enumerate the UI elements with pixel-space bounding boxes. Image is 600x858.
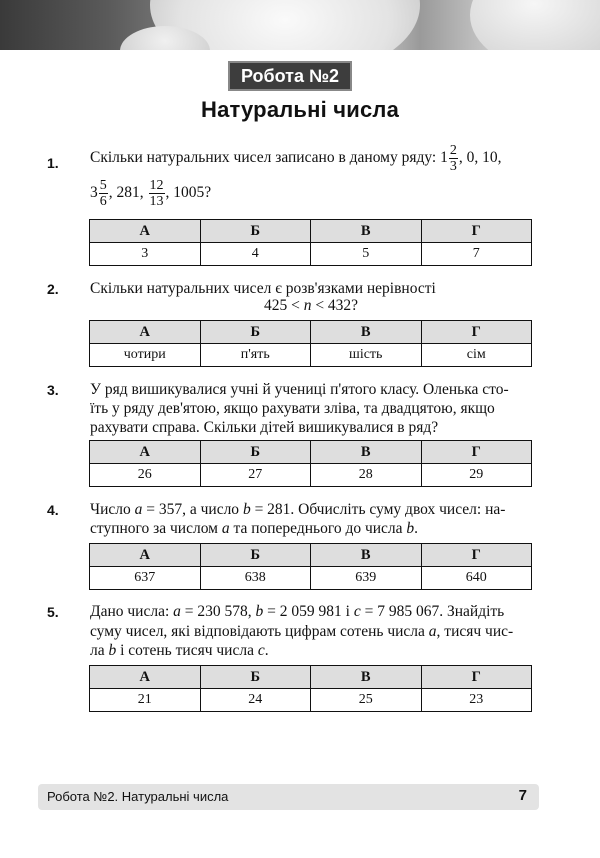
fraction	[449, 143, 458, 174]
answer-table	[89, 665, 532, 712]
answer-option-label: Б	[200, 544, 311, 567]
answer-value: 640	[421, 567, 532, 590]
answer-option-label: Г	[421, 321, 532, 344]
task-text-part: , 281,	[108, 184, 144, 202]
task-text-part: ступного за числом	[90, 520, 222, 537]
decorative-banner	[0, 0, 600, 50]
answer-value: сім	[421, 344, 532, 367]
variable-b: b	[255, 603, 264, 620]
answer-option-label: В	[311, 441, 422, 464]
fraction-denominator: 13	[149, 194, 164, 209]
fraction-numerator: 5	[99, 178, 107, 193]
task-text	[90, 500, 532, 520]
task-text: Скільки натуральних чисел є розв'язками нерівності	[90, 280, 436, 297]
task-text-part: Число	[90, 501, 135, 518]
task-text-part: = 281. Обчисліть суму двох чисел: на-	[250, 501, 506, 518]
fraction-numerator: 12	[149, 178, 164, 193]
answer-option-label: В	[311, 666, 422, 689]
variable-b: b	[406, 520, 415, 537]
task-text-part: та попереднього до числа	[229, 520, 407, 537]
answer-option-label: Г	[421, 441, 532, 464]
answer-option-label: А	[90, 544, 201, 567]
banner-disc	[470, 0, 600, 50]
task-number: 1.	[47, 155, 59, 171]
fraction-numerator: 2	[449, 143, 457, 158]
answer-value: 27	[200, 464, 311, 487]
variable-c: c	[353, 603, 361, 620]
fraction-denominator: 6	[99, 194, 107, 209]
task-text	[90, 519, 532, 539]
answer-option-label: В	[311, 321, 422, 344]
answer-option-label: А	[90, 441, 201, 464]
answer-value: 4	[200, 243, 311, 266]
answer-table	[89, 440, 532, 487]
answer-option-label: Б	[200, 220, 311, 243]
answer-value: 5	[311, 243, 422, 266]
variable-c: c	[257, 642, 265, 659]
task-number: 3.	[47, 382, 59, 398]
answer-option-label: Г	[421, 666, 532, 689]
answer-option-label: А	[90, 666, 201, 689]
task-text-part: суму чисел, які відповідають цифрам сотень числа	[90, 623, 429, 640]
answer-value: 23	[421, 689, 532, 712]
answer-option-label: Б	[200, 321, 311, 344]
answer-option-label: Б	[200, 441, 311, 464]
task-text-part: = 7 985 067. Знайдіть	[360, 603, 505, 620]
footer-title: Робота №2. Натуральні числа	[47, 789, 229, 804]
fraction	[149, 178, 165, 209]
answer-table	[89, 320, 532, 367]
answer-values-row	[90, 464, 532, 487]
answer-value: 3	[90, 243, 201, 266]
task-text-part: < 432?	[311, 297, 359, 314]
answer-table	[89, 543, 532, 590]
task-text-part: Скільки натуральних чисел записано в даному ряду: 1	[90, 149, 448, 167]
task-text	[90, 178, 532, 209]
page-footer	[38, 784, 539, 810]
answer-value: 638	[200, 567, 311, 590]
answer-value: 28	[311, 464, 422, 487]
variable-a: a	[134, 501, 143, 518]
answer-value: 639	[311, 567, 422, 590]
task-text: У ряд вишикувалися учні й учениці п'ятого класу. Оленька сто-	[90, 381, 509, 398]
page-number: 7	[518, 787, 527, 804]
answer-option-label: А	[90, 321, 201, 344]
task-text-part: , 0, 10,	[458, 149, 502, 167]
answer-option-label: А	[90, 220, 201, 243]
answer-values-row	[90, 344, 532, 367]
task-text	[90, 143, 532, 174]
answer-values-row	[90, 689, 532, 712]
answer-value: п'ять	[200, 344, 311, 367]
task-text-part: .	[264, 642, 269, 659]
variable-a: a	[221, 520, 230, 537]
task-text: рахувати справа. Скільки дітей вишикувалися в ряд?	[90, 419, 439, 436]
task-text-part: = 357, а число	[142, 501, 243, 518]
answer-header-row	[90, 544, 532, 567]
answer-value: 21	[90, 689, 201, 712]
task-text-part: ла	[90, 642, 109, 659]
task-text: їть у ряду дев'ятою, якщо рахувати зліва, та двадцятою, якщо	[90, 400, 495, 417]
task-text-part: , тисяч чис-	[436, 623, 514, 640]
answer-header-row	[90, 666, 532, 689]
task-text-part: = 230 578,	[180, 603, 256, 620]
answer-header-row	[90, 321, 532, 344]
variable-b: b	[108, 642, 117, 659]
answer-header-row	[90, 441, 532, 464]
task-text	[90, 602, 532, 622]
answer-value: 29	[421, 464, 532, 487]
answer-header-row	[90, 220, 532, 243]
variable-a: a	[428, 623, 437, 640]
task-number: 2.	[47, 281, 59, 297]
task-number: 4.	[47, 502, 59, 518]
fraction-denominator: 3	[449, 159, 457, 174]
answer-value: 24	[200, 689, 311, 712]
task-text-part: Дано числа:	[90, 603, 174, 620]
task-text-part: 3	[90, 184, 98, 202]
task-text-part: , 1005?	[165, 184, 212, 202]
task-text-part: = 2 059 981 і	[263, 603, 354, 620]
work-label: Робота №2	[228, 61, 352, 91]
task-text	[90, 641, 532, 661]
answer-value: 7	[421, 243, 532, 266]
answer-value: 26	[90, 464, 201, 487]
fraction	[99, 178, 108, 209]
task-text	[90, 622, 532, 642]
answer-value: шість	[311, 344, 422, 367]
answer-value: чотири	[90, 344, 201, 367]
answer-table	[89, 219, 532, 266]
variable-a: a	[173, 603, 181, 620]
answer-values-row	[90, 567, 532, 590]
answer-option-label: Г	[421, 220, 532, 243]
answer-option-label: Г	[421, 544, 532, 567]
task-text-part: .	[414, 520, 419, 537]
task-number: 5.	[47, 604, 59, 620]
page-title: Натуральні числа	[200, 97, 400, 122]
task-text-part: 425 <	[263, 297, 304, 314]
answer-option-label: Б	[200, 666, 311, 689]
answer-value: 25	[311, 689, 422, 712]
answer-option-label: В	[311, 544, 422, 567]
answer-value: 637	[90, 567, 201, 590]
variable-n: n	[303, 297, 312, 314]
task-text	[90, 296, 532, 316]
answer-values-row	[90, 243, 532, 266]
variable-b: b	[242, 501, 251, 518]
answer-option-label: В	[311, 220, 422, 243]
task-text-part: і сотень тисяч числа	[116, 642, 258, 659]
